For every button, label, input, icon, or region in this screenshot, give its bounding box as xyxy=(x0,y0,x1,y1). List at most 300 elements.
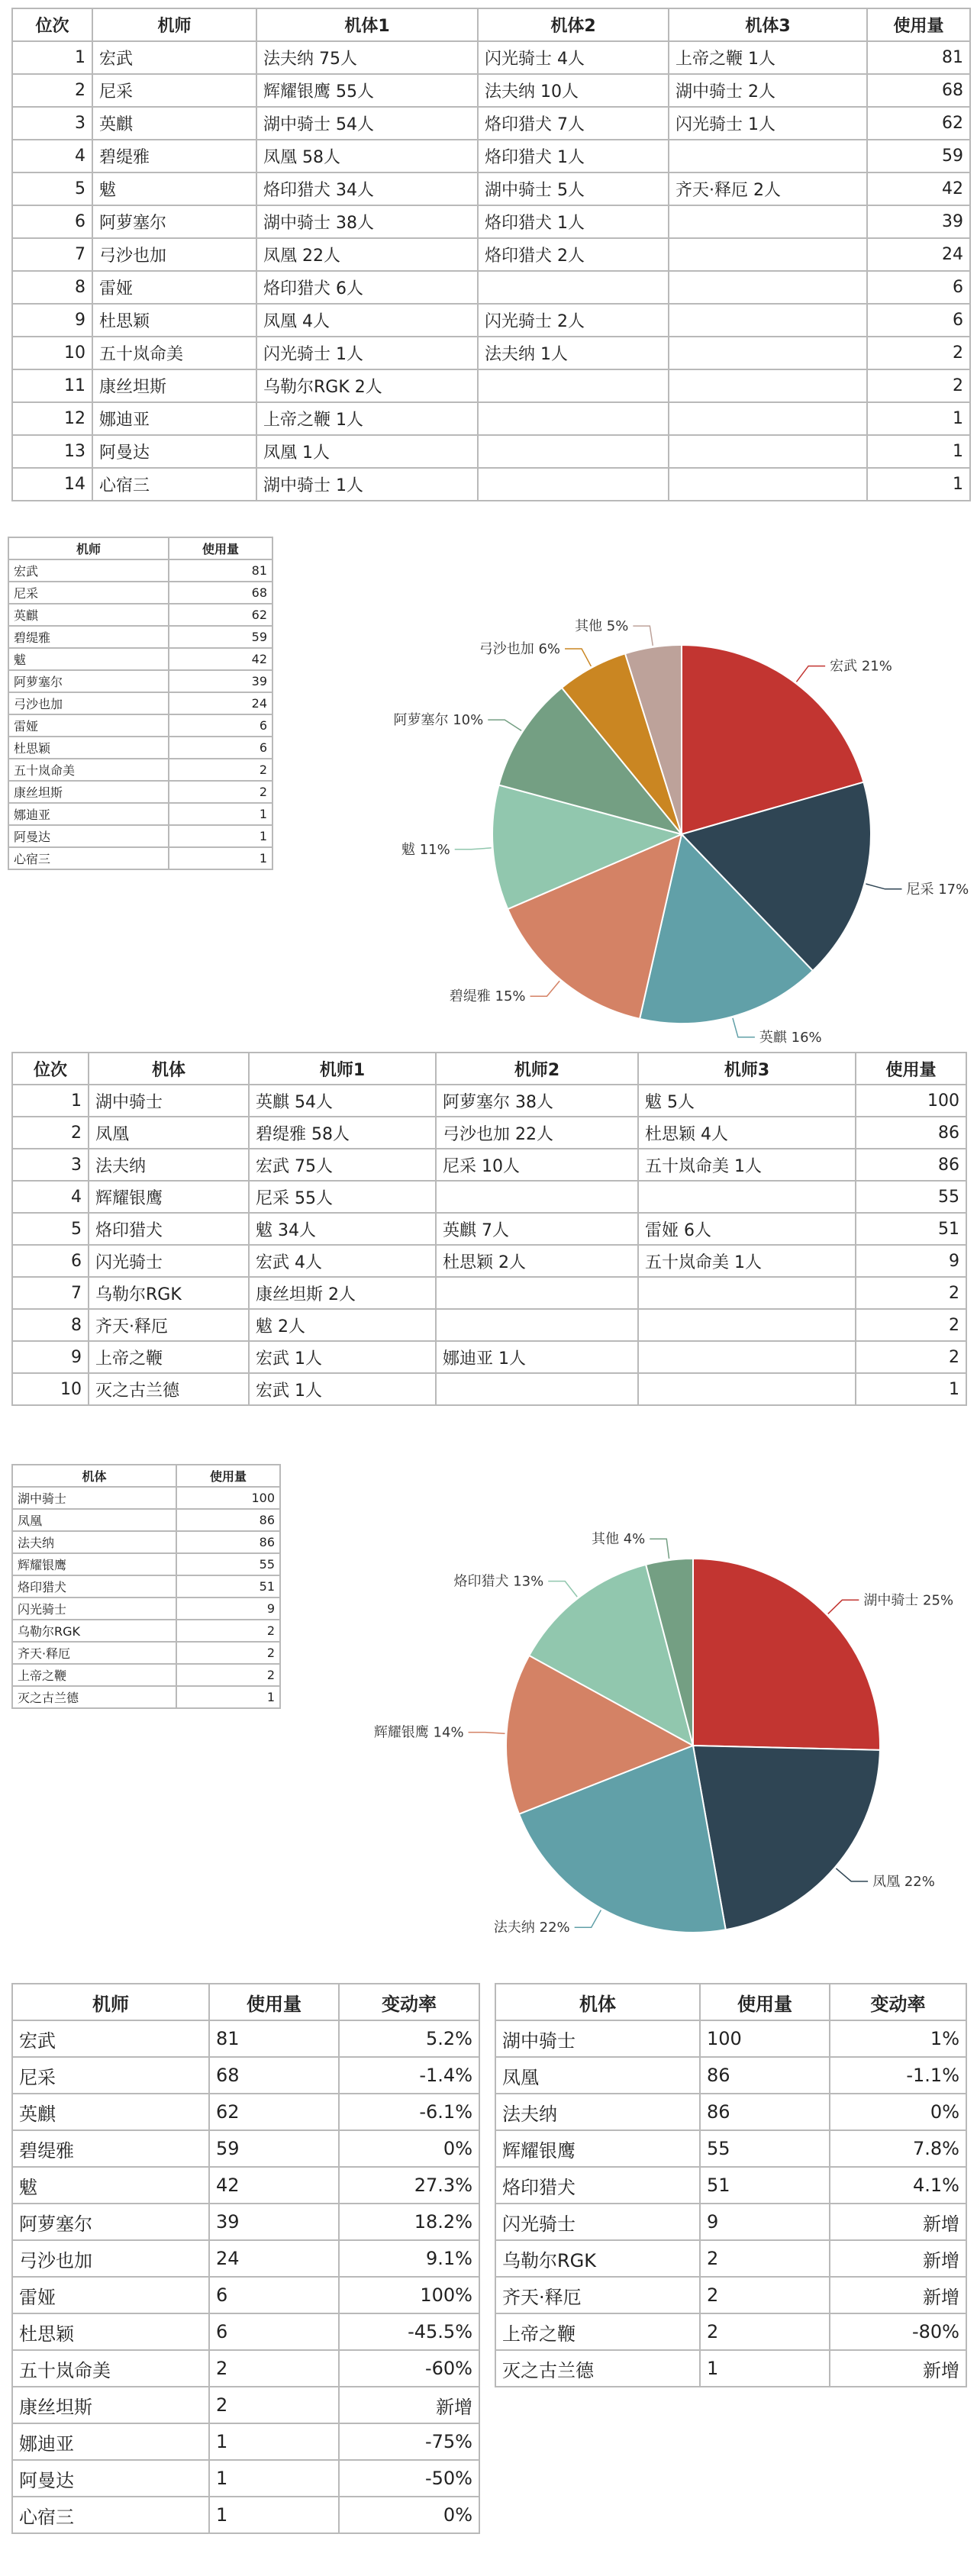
table-cell: 1 xyxy=(176,1686,280,1708)
table-cell xyxy=(669,402,867,435)
pie-label: 其他 4% xyxy=(591,1531,646,1548)
table-row xyxy=(495,2313,966,2350)
table-cell: 法夫纳 xyxy=(495,2094,700,2130)
table-cell: 英麒 7人 xyxy=(436,1213,638,1245)
column-header: 使用量 xyxy=(700,1984,830,2020)
table-cell: 碧缇雅 58人 xyxy=(249,1117,436,1149)
table-cell: 杜思颖 xyxy=(12,2313,209,2350)
pie-label-line xyxy=(469,1733,505,1734)
pie-label-line xyxy=(455,848,492,850)
table-row xyxy=(12,2057,479,2094)
table-row xyxy=(12,2167,479,2204)
pie-label-line xyxy=(530,981,560,996)
table-row xyxy=(12,1181,966,1213)
table-cell: -60% xyxy=(339,2350,479,2387)
table-cell xyxy=(669,304,867,337)
mech-usage-pie-chart xyxy=(0,1450,977,1946)
table-row xyxy=(495,2277,966,2313)
table-cell: 凤凰 xyxy=(12,1509,176,1531)
table-cell: 尼采 xyxy=(8,582,169,604)
table-cell: 齐天·释厄 xyxy=(89,1309,249,1341)
column-header: 使用量 xyxy=(209,1984,339,2020)
table-cell: 康丝坦斯 xyxy=(8,781,169,803)
pilot-ranking-table xyxy=(11,8,971,501)
column-header: 机师2 xyxy=(436,1053,638,1085)
pie-label-line xyxy=(796,666,825,682)
table-row xyxy=(12,1309,966,1341)
table-cell xyxy=(638,1341,856,1373)
table-cell: 凤凰 4人 xyxy=(256,304,478,337)
table-cell: 86 xyxy=(176,1531,280,1553)
table-row xyxy=(495,2167,966,2204)
table-row xyxy=(12,1213,966,1245)
column-header: 机体 xyxy=(12,1465,176,1487)
table-cell: 68 xyxy=(169,582,272,604)
table-cell: 1 xyxy=(209,2497,339,2533)
table-cell: -50% xyxy=(339,2460,479,2497)
table-cell: 烙印猎犬 xyxy=(12,1575,176,1598)
table-cell: 娜迪亚 xyxy=(12,2423,209,2460)
table-cell: 14 xyxy=(12,468,92,501)
table-cell: 闪光骑士 4人 xyxy=(478,41,669,74)
table-cell: 灭之古兰德 xyxy=(495,2350,700,2387)
table-row xyxy=(12,2020,479,2057)
table-cell: 6 xyxy=(169,737,272,759)
table-cell: 新增 xyxy=(830,2204,966,2240)
table-cell xyxy=(638,1373,856,1405)
table-cell: 2 xyxy=(867,369,970,402)
table-cell: 法夫纳 xyxy=(12,1531,176,1553)
table-cell xyxy=(669,205,867,238)
table-cell: 辉耀银鹰 xyxy=(495,2130,700,2167)
table-cell: 12 xyxy=(12,402,92,435)
table-cell: 2 xyxy=(176,1620,280,1642)
table-cell: 42 xyxy=(867,172,970,205)
table-cell: 心宿三 xyxy=(12,2497,209,2533)
table-cell: 湖中骑士 xyxy=(495,2020,700,2057)
column-header: 机体3 xyxy=(669,8,867,41)
table-cell: 2 xyxy=(176,1664,280,1686)
column-header: 变动率 xyxy=(830,1984,966,2020)
table-row xyxy=(12,337,970,369)
table-cell: 闪光骑士 xyxy=(495,2204,700,2240)
table-cell: 86 xyxy=(856,1149,966,1181)
table-cell: 1% xyxy=(830,2020,966,2057)
pie-label: 法夫纳 22% xyxy=(493,1920,570,1936)
table-cell xyxy=(669,369,867,402)
table-cell xyxy=(436,1181,638,1213)
column-header: 机体2 xyxy=(478,8,669,41)
table-cell: 9 xyxy=(12,1341,89,1373)
column-header: 机师 xyxy=(8,537,169,559)
table-cell xyxy=(669,140,867,172)
table-cell: 0% xyxy=(339,2497,479,2533)
table-cell: 24 xyxy=(867,238,970,271)
table-cell: 齐天·释厄 xyxy=(12,1642,176,1664)
table-cell: 1 xyxy=(867,435,970,468)
table-cell xyxy=(478,271,669,304)
table-cell: 魃 xyxy=(8,648,169,670)
table-cell: 8 xyxy=(12,271,92,304)
pie-label-line xyxy=(866,884,901,889)
table-cell: 42 xyxy=(169,648,272,670)
table-cell: 娜迪亚 1人 xyxy=(436,1341,638,1373)
column-header: 机体1 xyxy=(256,8,478,41)
table-cell: 湖中骑士 xyxy=(12,1487,176,1509)
table-cell: 湖中骑士 2人 xyxy=(669,74,867,107)
table-cell: 上帝之鞭 xyxy=(89,1341,249,1373)
table-cell: 9 xyxy=(12,304,92,337)
table-cell: 11 xyxy=(12,369,92,402)
table-cell: 27.3% xyxy=(339,2167,479,2204)
table-cell: 湖中骑士 38人 xyxy=(256,205,478,238)
table-cell xyxy=(436,1309,638,1341)
table-cell: 烙印猎犬 2人 xyxy=(478,238,669,271)
table-cell: 宏武 xyxy=(12,2020,209,2057)
table-cell: 尼采 10人 xyxy=(436,1149,638,1181)
table-cell: 1 xyxy=(867,402,970,435)
table-cell: 2 xyxy=(867,337,970,369)
table-cell: 4 xyxy=(12,1181,89,1213)
table-cell: 碧缇雅 xyxy=(92,140,256,172)
table-row xyxy=(12,1341,966,1373)
table-cell: 法夫纳 75人 xyxy=(256,41,478,74)
table-cell: 68 xyxy=(867,74,970,107)
table-row xyxy=(495,2350,966,2387)
table-cell: 宏武 75人 xyxy=(249,1149,436,1181)
table-cell: 五十岚命美 1人 xyxy=(638,1149,856,1181)
table-cell xyxy=(638,1309,856,1341)
table-cell: 阿曼达 xyxy=(12,2460,209,2497)
table-cell: 100 xyxy=(700,2020,830,2057)
table-cell: 1 xyxy=(169,803,272,825)
table-cell: 宏武 xyxy=(92,41,256,74)
pie-label: 辉耀银鹰 14% xyxy=(373,1724,464,1741)
pie-label: 阿萝塞尔 10% xyxy=(393,712,484,729)
table-cell: 英麒 54人 xyxy=(249,1085,436,1117)
table-cell: 7 xyxy=(12,238,92,271)
table-cell: 烙印猎犬 xyxy=(89,1213,249,1245)
table-row xyxy=(12,468,970,501)
table-cell: 1 xyxy=(867,468,970,501)
table-cell xyxy=(478,369,669,402)
table-cell: 5.2% xyxy=(339,2020,479,2057)
table-cell: 雷娅 xyxy=(92,271,256,304)
table-row xyxy=(495,2020,966,2057)
table-cell: 39 xyxy=(867,205,970,238)
table-row xyxy=(495,2094,966,2130)
table-cell: 2 xyxy=(856,1309,966,1341)
table-cell: 心宿三 xyxy=(92,468,256,501)
table-cell: 宏武 xyxy=(8,559,169,582)
table-cell: 五十岚命美 xyxy=(8,759,169,781)
column-header: 机师 xyxy=(12,1984,209,2020)
table-header-row xyxy=(12,1053,966,1085)
table-cell: 乌勒尔RGK xyxy=(495,2240,700,2277)
table-cell: 雷娅 xyxy=(12,2277,209,2313)
pie-label: 凤凰 22% xyxy=(872,1873,935,1890)
table-cell: 齐天·释厄 2人 xyxy=(669,172,867,205)
pie-label-line xyxy=(650,1539,669,1559)
table-row xyxy=(12,2130,479,2167)
table-cell: 凤凰 xyxy=(495,2057,700,2094)
table-cell: 62 xyxy=(867,107,970,140)
table-cell: 闪光骑士 1人 xyxy=(256,337,478,369)
table-row xyxy=(12,2094,479,2130)
pie-label: 英麒 16% xyxy=(759,1029,822,1046)
table-row xyxy=(12,2497,479,2533)
column-header: 机体 xyxy=(89,1053,249,1085)
table-cell: 湖中骑士 1人 xyxy=(256,468,478,501)
table-cell: 辉耀银鹰 xyxy=(12,1553,176,1575)
table-cell: 杜思颖 xyxy=(92,304,256,337)
table-cell: 阿萝塞尔 38人 xyxy=(436,1085,638,1117)
table-cell: 24 xyxy=(209,2240,339,2277)
pie-label: 湖中骑士 25% xyxy=(863,1592,954,1609)
table-cell: 1 xyxy=(209,2460,339,2497)
table-cell: 2 xyxy=(856,1277,966,1309)
table-row xyxy=(495,2240,966,2277)
table-cell: 68 xyxy=(209,2057,339,2094)
table-row xyxy=(12,205,970,238)
table-cell: 1 xyxy=(169,847,272,869)
table-cell: 39 xyxy=(169,670,272,692)
pie-label-line xyxy=(836,1868,868,1881)
pie-label: 弓沙也加 6% xyxy=(479,641,561,658)
table-cell: 9 xyxy=(176,1598,280,1620)
table-cell: 辉耀银鹰 xyxy=(89,1181,249,1213)
table-cell: 86 xyxy=(700,2057,830,2094)
table-cell: 魃 2人 xyxy=(249,1309,436,1341)
table-cell: 2 xyxy=(856,1341,966,1373)
table-cell: 10 xyxy=(12,1373,89,1405)
table-cell: -75% xyxy=(339,2423,479,2460)
table-row xyxy=(495,2204,966,2240)
table-cell: 闪光骑士 1人 xyxy=(669,107,867,140)
table-cell: 法夫纳 xyxy=(89,1149,249,1181)
table-cell: 1 xyxy=(700,2350,830,2387)
pie-label-line xyxy=(733,1018,755,1037)
table-row xyxy=(12,304,970,337)
table-cell: 上帝之鞭 1人 xyxy=(256,402,478,435)
table-cell: 86 xyxy=(856,1117,966,1149)
table-row xyxy=(12,2423,479,2460)
table-cell: 新增 xyxy=(830,2240,966,2277)
table-cell: 51 xyxy=(700,2167,830,2204)
table-row xyxy=(12,172,970,205)
pie-label-line xyxy=(828,1600,859,1614)
column-header: 机师1 xyxy=(249,1053,436,1085)
table-row xyxy=(12,238,970,271)
table-cell: 乌勒尔RGK xyxy=(89,1277,249,1309)
column-header: 使用量 xyxy=(169,537,272,559)
table-cell: 1 xyxy=(169,825,272,847)
table-cell: 闪光骑士 xyxy=(89,1245,249,1277)
pie-label-line xyxy=(488,720,521,730)
table-cell: 55 xyxy=(176,1553,280,1575)
pie-label-line xyxy=(565,649,591,666)
table-cell xyxy=(669,435,867,468)
table-cell: 0% xyxy=(339,2130,479,2167)
table-cell: 阿萝塞尔 xyxy=(8,670,169,692)
column-header: 位次 xyxy=(12,1053,89,1085)
table-cell: 法夫纳 1人 xyxy=(478,337,669,369)
table-cell: -1.4% xyxy=(339,2057,479,2094)
table-cell: 乌勒尔RGK xyxy=(12,1620,176,1642)
table-cell: 62 xyxy=(169,604,272,626)
table-cell: 55 xyxy=(700,2130,830,2167)
table-cell: 2 xyxy=(176,1642,280,1664)
table-cell: 灭之古兰德 xyxy=(12,1686,176,1708)
table-cell: 凤凰 1人 xyxy=(256,435,478,468)
table-cell: 9 xyxy=(700,2204,830,2240)
table-row xyxy=(12,402,970,435)
table-cell: 弓沙也加 xyxy=(92,238,256,271)
table-cell: 5 xyxy=(12,1213,89,1245)
table-cell xyxy=(478,435,669,468)
table-cell: 0% xyxy=(830,2094,966,2130)
table-cell: 2 xyxy=(12,74,92,107)
table-row xyxy=(12,1149,966,1181)
column-header: 机师3 xyxy=(638,1053,856,1085)
table-row xyxy=(12,2350,479,2387)
pilot-change-table xyxy=(11,1983,480,2534)
table-cell: 6 xyxy=(867,271,970,304)
mech-change-table xyxy=(495,1983,967,2387)
pie-label: 魃 11% xyxy=(401,841,450,858)
table-cell: 新增 xyxy=(830,2350,966,2387)
table-row xyxy=(12,1245,966,1277)
table-cell: 康丝坦斯 xyxy=(92,369,256,402)
table-cell: 3 xyxy=(12,107,92,140)
table-cell: 尼采 xyxy=(12,2057,209,2094)
table-cell: 2 xyxy=(12,1117,89,1149)
table-row xyxy=(12,2204,479,2240)
table-cell: 6 xyxy=(209,2277,339,2313)
table-row xyxy=(12,2240,479,2277)
table-cell: 10 xyxy=(12,337,92,369)
table-cell: 81 xyxy=(209,2020,339,2057)
table-cell: 烙印猎犬 34人 xyxy=(256,172,478,205)
table-cell: 雷娅 6人 xyxy=(638,1213,856,1245)
table-cell: 法夫纳 10人 xyxy=(478,74,669,107)
table-cell: 碧缇雅 xyxy=(8,626,169,648)
table-cell: -45.5% xyxy=(339,2313,479,2350)
table-row xyxy=(12,2313,479,2350)
table-cell: 59 xyxy=(169,626,272,648)
table-cell: 2 xyxy=(209,2387,339,2423)
table-cell: 18.2% xyxy=(339,2204,479,2240)
table-cell: 51 xyxy=(176,1575,280,1598)
table-cell: 烙印猎犬 6人 xyxy=(256,271,478,304)
table-cell: 59 xyxy=(209,2130,339,2167)
table-cell: 2 xyxy=(169,781,272,803)
table-cell: 尼采 xyxy=(92,74,256,107)
table-cell: 凤凰 xyxy=(89,1117,249,1149)
table-cell: 五十岚命美 xyxy=(12,2350,209,2387)
table-cell: 魃 5人 xyxy=(638,1085,856,1117)
column-header: 机体 xyxy=(495,1984,700,2020)
pie-label: 碧缇雅 15% xyxy=(449,988,526,1005)
column-header: 位次 xyxy=(12,8,92,41)
table-cell: 烙印猎犬 xyxy=(495,2167,700,2204)
table-cell: 凤凰 22人 xyxy=(256,238,478,271)
table-cell: 阿萝塞尔 xyxy=(92,205,256,238)
table-cell: 五十岚命美 xyxy=(92,337,256,369)
table-cell: 9 xyxy=(856,1245,966,1277)
table-cell: 3 xyxy=(12,1149,89,1181)
table-cell: 1 xyxy=(12,41,92,74)
table-cell: 51 xyxy=(856,1213,966,1245)
table-cell: 2 xyxy=(169,759,272,781)
table-cell: 弓沙也加 xyxy=(12,2240,209,2277)
table-cell xyxy=(669,271,867,304)
table-cell: 100% xyxy=(339,2277,479,2313)
table-row xyxy=(12,1085,966,1117)
table-cell: 宏武 4人 xyxy=(249,1245,436,1277)
table-cell: -1.1% xyxy=(830,2057,966,2094)
table-cell: 湖中骑士 xyxy=(89,1085,249,1117)
table-cell: 魃 34人 xyxy=(249,1213,436,1245)
table-cell: 86 xyxy=(700,2094,830,2130)
table-row xyxy=(495,2057,966,2094)
table-cell xyxy=(669,337,867,369)
table-cell: 乌勒尔RGK 2人 xyxy=(256,369,478,402)
table-row xyxy=(12,2277,479,2313)
table-cell: 81 xyxy=(169,559,272,582)
table-row xyxy=(495,2130,966,2167)
mech-ranking-table xyxy=(11,1052,967,1406)
pie-label-line xyxy=(575,1910,601,1928)
table-cell xyxy=(638,1277,856,1309)
table-row xyxy=(12,1277,966,1309)
pie-label: 其他 5% xyxy=(575,618,629,635)
table-cell: 雷娅 xyxy=(8,714,169,737)
table-cell xyxy=(436,1373,638,1405)
table-cell: 湖中骑士 54人 xyxy=(256,107,478,140)
table-cell: 辉耀银鹰 55人 xyxy=(256,74,478,107)
table-cell: 烙印猎犬 1人 xyxy=(478,140,669,172)
column-header: 使用量 xyxy=(867,8,970,41)
pie-label-line xyxy=(548,1581,577,1598)
table-cell: 魃 xyxy=(92,172,256,205)
table-cell: 86 xyxy=(176,1509,280,1531)
table-header-row xyxy=(12,8,970,41)
table-cell: 康丝坦斯 xyxy=(12,2387,209,2423)
pilot-usage-pie-chart xyxy=(0,534,977,1046)
table-cell: 6 xyxy=(12,1245,89,1277)
table-cell: 英麒 xyxy=(8,604,169,626)
table-cell: 7 xyxy=(12,1277,89,1309)
table-cell: 阿曼达 xyxy=(92,435,256,468)
table-cell: 新增 xyxy=(339,2387,479,2423)
table-row xyxy=(12,2387,479,2423)
table-cell: 39 xyxy=(209,2204,339,2240)
pie-label: 尼采 17% xyxy=(906,881,969,898)
table-row xyxy=(12,41,970,74)
table-cell: 五十岚命美 1人 xyxy=(638,1245,856,1277)
table-cell: 上帝之鞭 xyxy=(495,2313,700,2350)
table-cell: 1 xyxy=(209,2423,339,2460)
table-cell: 7.8% xyxy=(830,2130,966,2167)
table-cell: 2 xyxy=(700,2240,830,2277)
table-cell: 娜迪亚 xyxy=(8,803,169,825)
table-cell: 2 xyxy=(209,2350,339,2387)
table-cell: 碧缇雅 xyxy=(12,2130,209,2167)
table-cell: 6 xyxy=(867,304,970,337)
table-cell: 尼采 55人 xyxy=(249,1181,436,1213)
table-cell: 4.1% xyxy=(830,2167,966,2204)
